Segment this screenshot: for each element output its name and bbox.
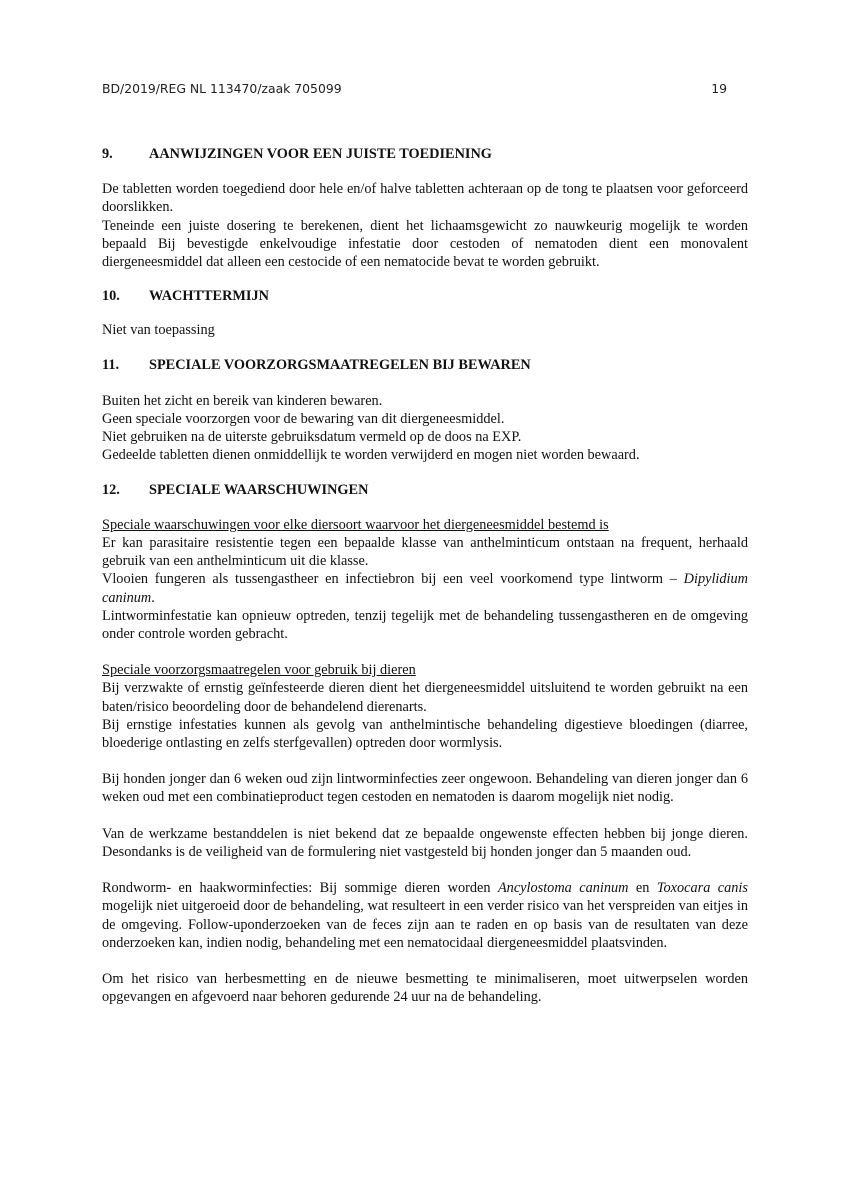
section-10-heading	[102, 287, 748, 305]
italic-species-name: Dipylidium caninum	[102, 571, 748, 606]
text-span: Rondworm- en haakworminfecties: Bij sommige dieren worden	[102, 880, 498, 897]
paragraph: Van de werkzame bestanddelen is niet bekend dat ze bepaalde ongewenste effecten hebben bij jonge dieren. Desondanks is de veiligheid van de formulering niet vastgesteld bij honden jonger dan 5 maanden oud.	[102, 825, 748, 860]
text-span: .	[151, 589, 155, 606]
page-number: 19	[711, 81, 727, 96]
paragraph: Er kan parasitaire resistentie tegen een bepaalde klasse van anthelminticum ontstaan na frequent, herhaald gebruik van een anthelminticum uit die klasse.	[102, 535, 748, 570]
italic-species-name: Ancylostoma caninum	[497, 880, 629, 897]
section-number: 10.	[102, 288, 120, 305]
section-9-heading	[102, 145, 748, 163]
italic-species-name: Toxocara canis	[656, 880, 748, 897]
subsection-heading: Speciale voorzorgsmaatregelen voor gebruik bij dieren	[102, 662, 416, 679]
section-number: 11.	[102, 356, 120, 373]
paragraph: Niet van toepassing	[102, 322, 215, 339]
paragraph: Teneinde een juiste dosering te berekenen, dient het lichaamsgewicht zo nauwkeurig mogelijk te worden bepaald Bij bevestigde enkelvoudige infestatie door cestoden of nematoden dient een monovalent diergeneesmiddel dat alleen een cestocide of een nematocide bevat te worden gebruikt.	[102, 217, 748, 271]
section-number: 9.	[102, 146, 113, 162]
text-line: Gedeelde tabletten dienen onmiddellijk te worden verwijderd en mogen niet worden bewaard.	[102, 447, 640, 464]
section-number: 12.	[102, 481, 120, 498]
section-title: AANWIJZINGEN VOOR EEN JUISTE TOEDIENING	[149, 146, 492, 162]
subsection-heading: Speciale waarschuwingen voor elke diersoort waarvoor het diergeneesmiddel bestemd is	[102, 516, 609, 533]
page-header	[102, 81, 730, 99]
section-title: SPECIALE VOORZORGSMAATREGELEN BIJ BEWAREN	[149, 356, 531, 373]
paragraph	[102, 570, 748, 606]
paragraph: De tabletten worden toegediend door hele en/of halve tabletten achteraan op de tong te plaatsen voor geforceerd doorslikken.	[102, 181, 748, 216]
paragraph: Bij honden jonger dan 6 weken oud zijn lintworminfecties zeer ongewoon. Behandeling van dieren jonger dan 6 weken oud met een combinatieproduct tegen cestoden en nematoden is daarom mogelijk niet nodig.	[102, 771, 748, 806]
paragraph: Bij verzwakte of ernstig geïnfesteerde dieren dient het diergeneesmiddel uitsluitend te worden gebruikt na een baten/risico beoordeling door de behandelend dierenarts.	[102, 680, 748, 715]
paragraph: Lintworminfestatie kan opnieuw optreden, tenzij tegelijk met de behandeling tussengastheren en de omgeving onder controle worden gebracht.	[102, 607, 748, 643]
document-body	[102, 145, 748, 1006]
paragraph: Om het risico van herbesmetting en de nieuwe besmetting te minimaliseren, moet uitwerpselen worden opgevangen en afgevoerd naar behoren gedurende 24 uur na de behandeling.	[102, 970, 748, 1006]
text-line: Niet gebruiken na de uiterste gebruiksdatum vermeld op de doos na EXP.	[102, 429, 522, 446]
section-title: WACHTTERMIJN	[149, 288, 269, 305]
paragraph: Bij ernstige infestaties kunnen als gevolg van anthelmintische behandeling digestieve bloedingen (diarree, bloederige ontlasting en zelfs sterfgevallen) optreden door wormlysis.	[102, 716, 748, 752]
paragraph	[102, 879, 748, 952]
document-reference: BD/2019/REG NL 113470/zaak 705099	[102, 81, 342, 96]
section-title: SPECIALE WAARSCHUWINGEN	[149, 481, 369, 498]
section-11-heading	[102, 356, 748, 374]
text-span: mogelijk niet uitgeroeid door de behandeling, wat resulteert in een verder risico van het verspreiden van eitjes in de omgeving. Follow-uponderzoeken van de feces zijn aan te raden en op basis van de resultaten van deze onderzoeken kan, indien nodig, behandeling met een nematocidaal diergeneesmiddel plaatsvinden.	[102, 898, 748, 951]
text-span: Vlooien fungeren als tussengastheer en infectiebron bij een veel voorkomend type lintworm –	[102, 571, 684, 588]
text-line: Geen speciale voorzorgen voor de bewaring van dit diergeneesmiddel.	[102, 411, 505, 428]
text-line: Buiten het zicht en bereik van kinderen bewaren.	[102, 392, 383, 409]
section-12-heading	[102, 481, 748, 499]
text-span: en	[628, 880, 657, 897]
